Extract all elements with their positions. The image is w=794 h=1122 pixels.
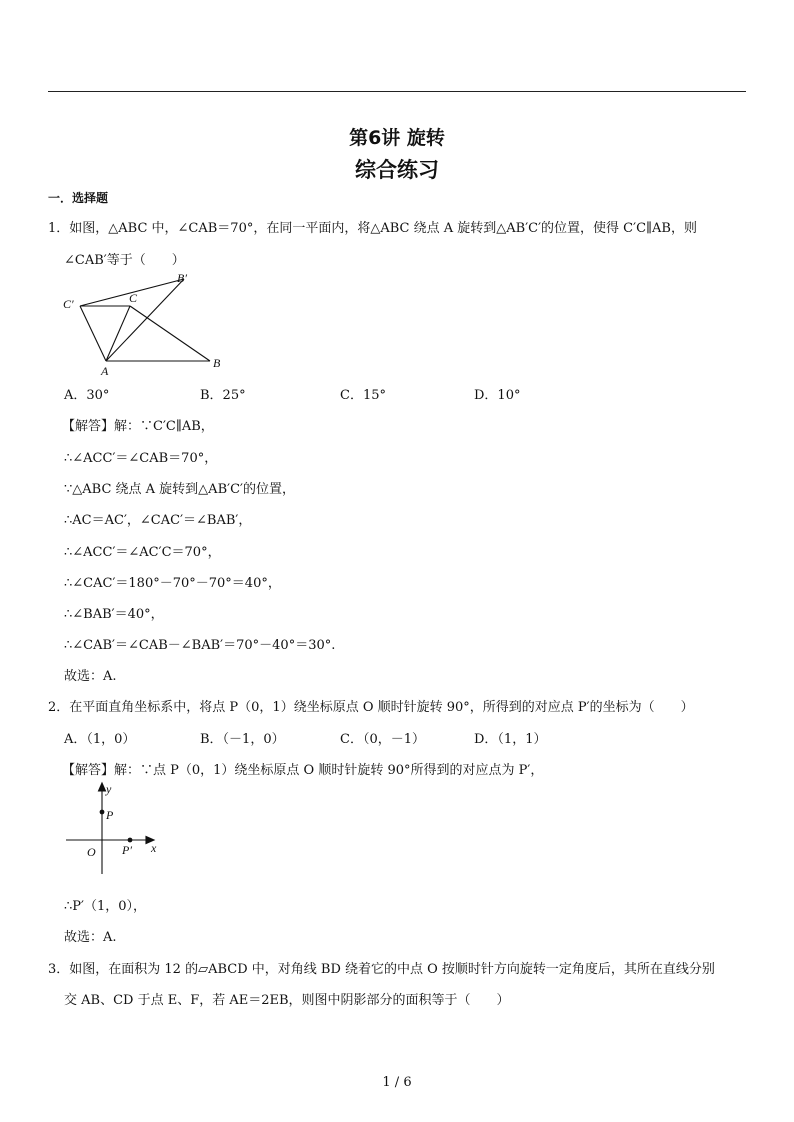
label-Cp: C′ (63, 297, 74, 311)
label-C: C (129, 291, 138, 305)
lecture-title: 第6讲 旋转 (349, 127, 445, 149)
label-Bp: B′ (177, 271, 187, 285)
q2-stem: 2．在平面直角坐标系中，将点 P（0，1）绕坐标原点 O 顺时针旋转 90°，所得到的对应点 P′的坐标为（ ） (48, 700, 694, 715)
section-heading: 一．选择题 (48, 191, 109, 205)
q1-triangle-figure (58, 268, 228, 378)
page-number: 1 / 6 (382, 1075, 412, 1090)
q1-option-c: C．15° (340, 388, 386, 403)
q1-option-b: B．25° (200, 388, 246, 403)
q2-option-a: A．（1，0） (64, 732, 136, 747)
seg-ABp (106, 279, 184, 361)
q3-stem-line2: 交 AB、CD 于点 E、F，若 AE＝2EB，则图中阴影部分的面积等于（ ） (64, 993, 510, 1008)
seg-CB (130, 306, 210, 361)
label-y: y (106, 782, 112, 796)
q3-stem-line1: 3．如图，在面积为 12 的▱ABCD 中，对角线 BD 绕着它的中点 O 按顺时针方向旋转一定角度后，其所在直线分别 (48, 962, 715, 977)
q1-solution-line: ∴∠BAB′＝40°， (64, 607, 164, 622)
label-x: x (151, 841, 157, 855)
q1-solution-line: ∵△ABC 绕点 A 旋转到△AB′C′的位置， (64, 482, 295, 497)
q2-answer: 故选：A. (64, 930, 117, 945)
label-O: O (87, 845, 96, 859)
q1-stem-line2: ∠CAB′等于（ ） (64, 253, 185, 268)
q2-option-b: B．（－1，0） (200, 732, 285, 747)
seg-ACp (80, 306, 106, 361)
q1-option-d: D．10° (474, 388, 521, 403)
q1-answer: 故选：A. (64, 669, 117, 684)
q1-option-a: A．30° (64, 388, 110, 403)
q1-stem-line1: 1．如图，△ABC 中，∠CAB＝70°，在同一平面内，将△ABC 绕点 A 旋转到△AB′C′的位置，使得 C′C∥AB，则 (48, 221, 697, 236)
q2-solution-intro: 【解答】解：∵点 P（0，1）绕坐标原点 O 顺时针旋转 90°所得到的对应点为 P′， (62, 763, 544, 778)
q1-solution-line: ∴∠CAB′＝∠CAB－∠BAB′＝70°－40°＝30°. (64, 638, 336, 653)
point-P (100, 810, 105, 815)
q2-coordinate-figure (62, 778, 172, 878)
q1-solution-line: ∴∠ACC′＝∠AC′C＝70°， (64, 545, 221, 560)
q1-solution-line: ∴∠ACC′＝∠CAB＝70°， (64, 451, 218, 466)
label-A: A (101, 364, 109, 378)
q1-solution-line: ∴∠CAC′＝180°－70°－70°＝40°， (64, 576, 281, 591)
q2-solution-line: ∴P′（1，0）， (64, 899, 147, 914)
q1-solution-line: 【解答】解：∵C′C∥AB， (62, 419, 214, 434)
q1-solution-line: ∴AC＝AC′，∠CAC′＝∠BAB′， (64, 513, 252, 528)
label-P: P (106, 808, 114, 822)
lecture-subtitle: 综合练习 (355, 158, 439, 182)
q2-option-c: C．（0，－1） (340, 732, 425, 747)
q2-option-d: D．（1，1） (474, 732, 547, 747)
seg-AC (106, 306, 130, 361)
point-Pp (128, 838, 133, 843)
y-axis-arrow (99, 783, 106, 791)
label-Pp: P′ (122, 843, 132, 857)
label-B: B (213, 356, 221, 370)
header-rule (48, 91, 746, 92)
